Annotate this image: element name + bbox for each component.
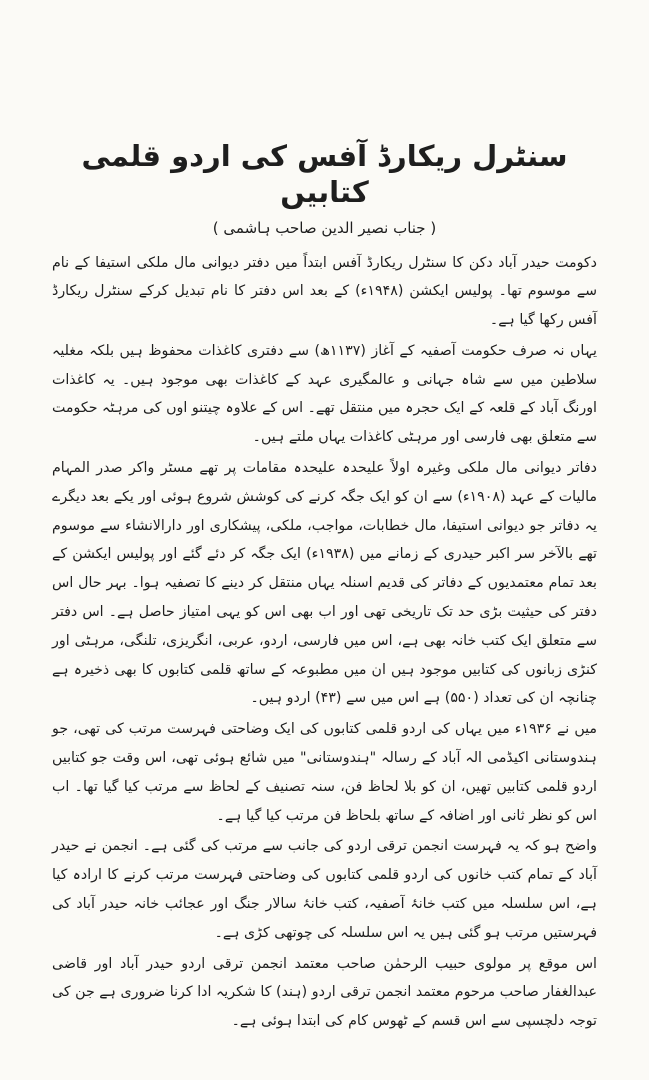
paragraph: دکومت حیدر آباد دکن کا سنٹرل ریکارڈ آفس ابتداً میں دفتر دیوانی مال ملکی استیفا کے نام سے موسوم تھا۔ پولیس ایکشن (۱۹۴۸ء) کے بعد اس دفتر کا نام تبدیل کرکے سنٹرل ریکارڈ آفس رکھا گیا ہے۔ [52,254,597,329]
article-title: سنٹرل ریکارڈ آفس کی اردو قلمی کتابیں [81,139,568,210]
paragraph: دفاتر دیوانی مال ملکی وغیرہ اولاً علیحدہ علیحدہ مقامات پر تھے مسٹر واکر صدر المہام مالیات کے عہد (۱۹۰۸ء) سے ان کو ایک جگہ کرنے کی کوشش شروع ہوئی اور یکے بعد دیگرے یہ دفاتر جو دیوانی استیفا، مال خطابات، مواجب، ملکی، پیشکاری اور دارالانشاء سے موسوم تھے بالآخر سر اکبر حیدری کے زمانے میں (۱۹۳۸ء) ایک جگہ کر دئے گئے اور پولیس ایکشن کے بعد تمام معتمدیوں کے دفاتر کی قدیم اسنلہ یہاں منتقل کر دینے کا تصفیہ ہوا۔ بہر حال اس دفتر کی حیثیت بڑی حد تک تاریخی تھی اور اب بھی اس کو یہی امتیاز حاصل ہے۔ اس دفتر سے متعلق ایک کتب خانہ بھی ہے، اس میں فارسی، اردو، عربی، انگریزی، تلنگی، مرہٹی اور کنڑی زبانوں کی کتابیں موجود ہیں ان میں مطبوعہ کے ساتھ قلمی کتابوں کا بھی ذخیرہ ہے چنانچہ ان کی تعداد (۵۵۰) ہے اس میں سے (۴۳) اردو ہیں۔ [52,460,597,707]
author-byline: ( جناب نصیر الدین صاحب ہاشمی ) [212,218,437,237]
paragraph: یہاں نہ صرف حکومت آصفیہ کے آغاز (۱۱۳۷ھ) سے دفتری کاغذات محفوظ ہیں بلکہ مغلیہ سلاطین میں سے شاہ جہانی و عالمگیری عہد کے کاغذات بھی موجود ہیں۔ یہ کاغذات اورنگ آباد کے قلعہ کے ایک حجرہ میں منتقل تھے۔ اس کے علاوہ چیتنو اوں کی مرہٹہ حکومت سے متعلق بھی فارسی اور مرہٹی کاغذات یہاں ملتے ہیں۔ [52,342,597,446]
article-body [52,249,597,1037]
paragraph: اس موقع پر مولوی حبیب الرحمٰن صاحب معتمد انجمن ترقی اردو حیدر آباد اور قاضی عبدالغفار صاحب مرحوم معتمد انجمن ترقی اردو (ہند) کا شکریہ ادا کرنا ضروری ہے جن کی توجہ دلچسپی سے اس قسم کے ٹھوس کام کی ابتدا ہوئی ہے۔ [52,955,597,1030]
paragraph: واضح ہو کہ یہ فہرست انجمن ترقی اردو کی جانب سے مرتب کی گئی ہے۔ انجمن نے حیدر آباد کے تمام کتب خانوں کی اردو قلمی کتابوں کی وضاحتی فہرست مرتب کرنے کا ارادہ کیا ہے، اس سلسلہ میں کتب خانۂ آصفیہ، کتب خانۂ سالار جنگ اور عجائب خانہ حیدر آباد کی فہرستیں مرتب ہو گئی ہیں یہ اس سلسلہ کی چوتھی کڑی ہے۔ [52,838,597,941]
paragraph: میں نے ۱۹۳۶ء میں یہاں کی اردو قلمی کتابوں کی ایک وضاحتی فہرست مرتب کی تھی، جو ہندوستانی اکیڈمی الہ آباد کے رسالہ "ہندوستانی" میں شائع ہوئی تھی، اس وقت جو کتابیں اردو قلمی کتابیں تھیں، ان کو بلا لحاظ فن، سنہ تصنیف کے لحاظ سے مرتب کیا گیا تھا۔ اب اس کو نظر ثانی اور اضافہ کے ساتھ بلحاظ فن مرتب کیا گیا ہے۔ [52,721,598,824]
